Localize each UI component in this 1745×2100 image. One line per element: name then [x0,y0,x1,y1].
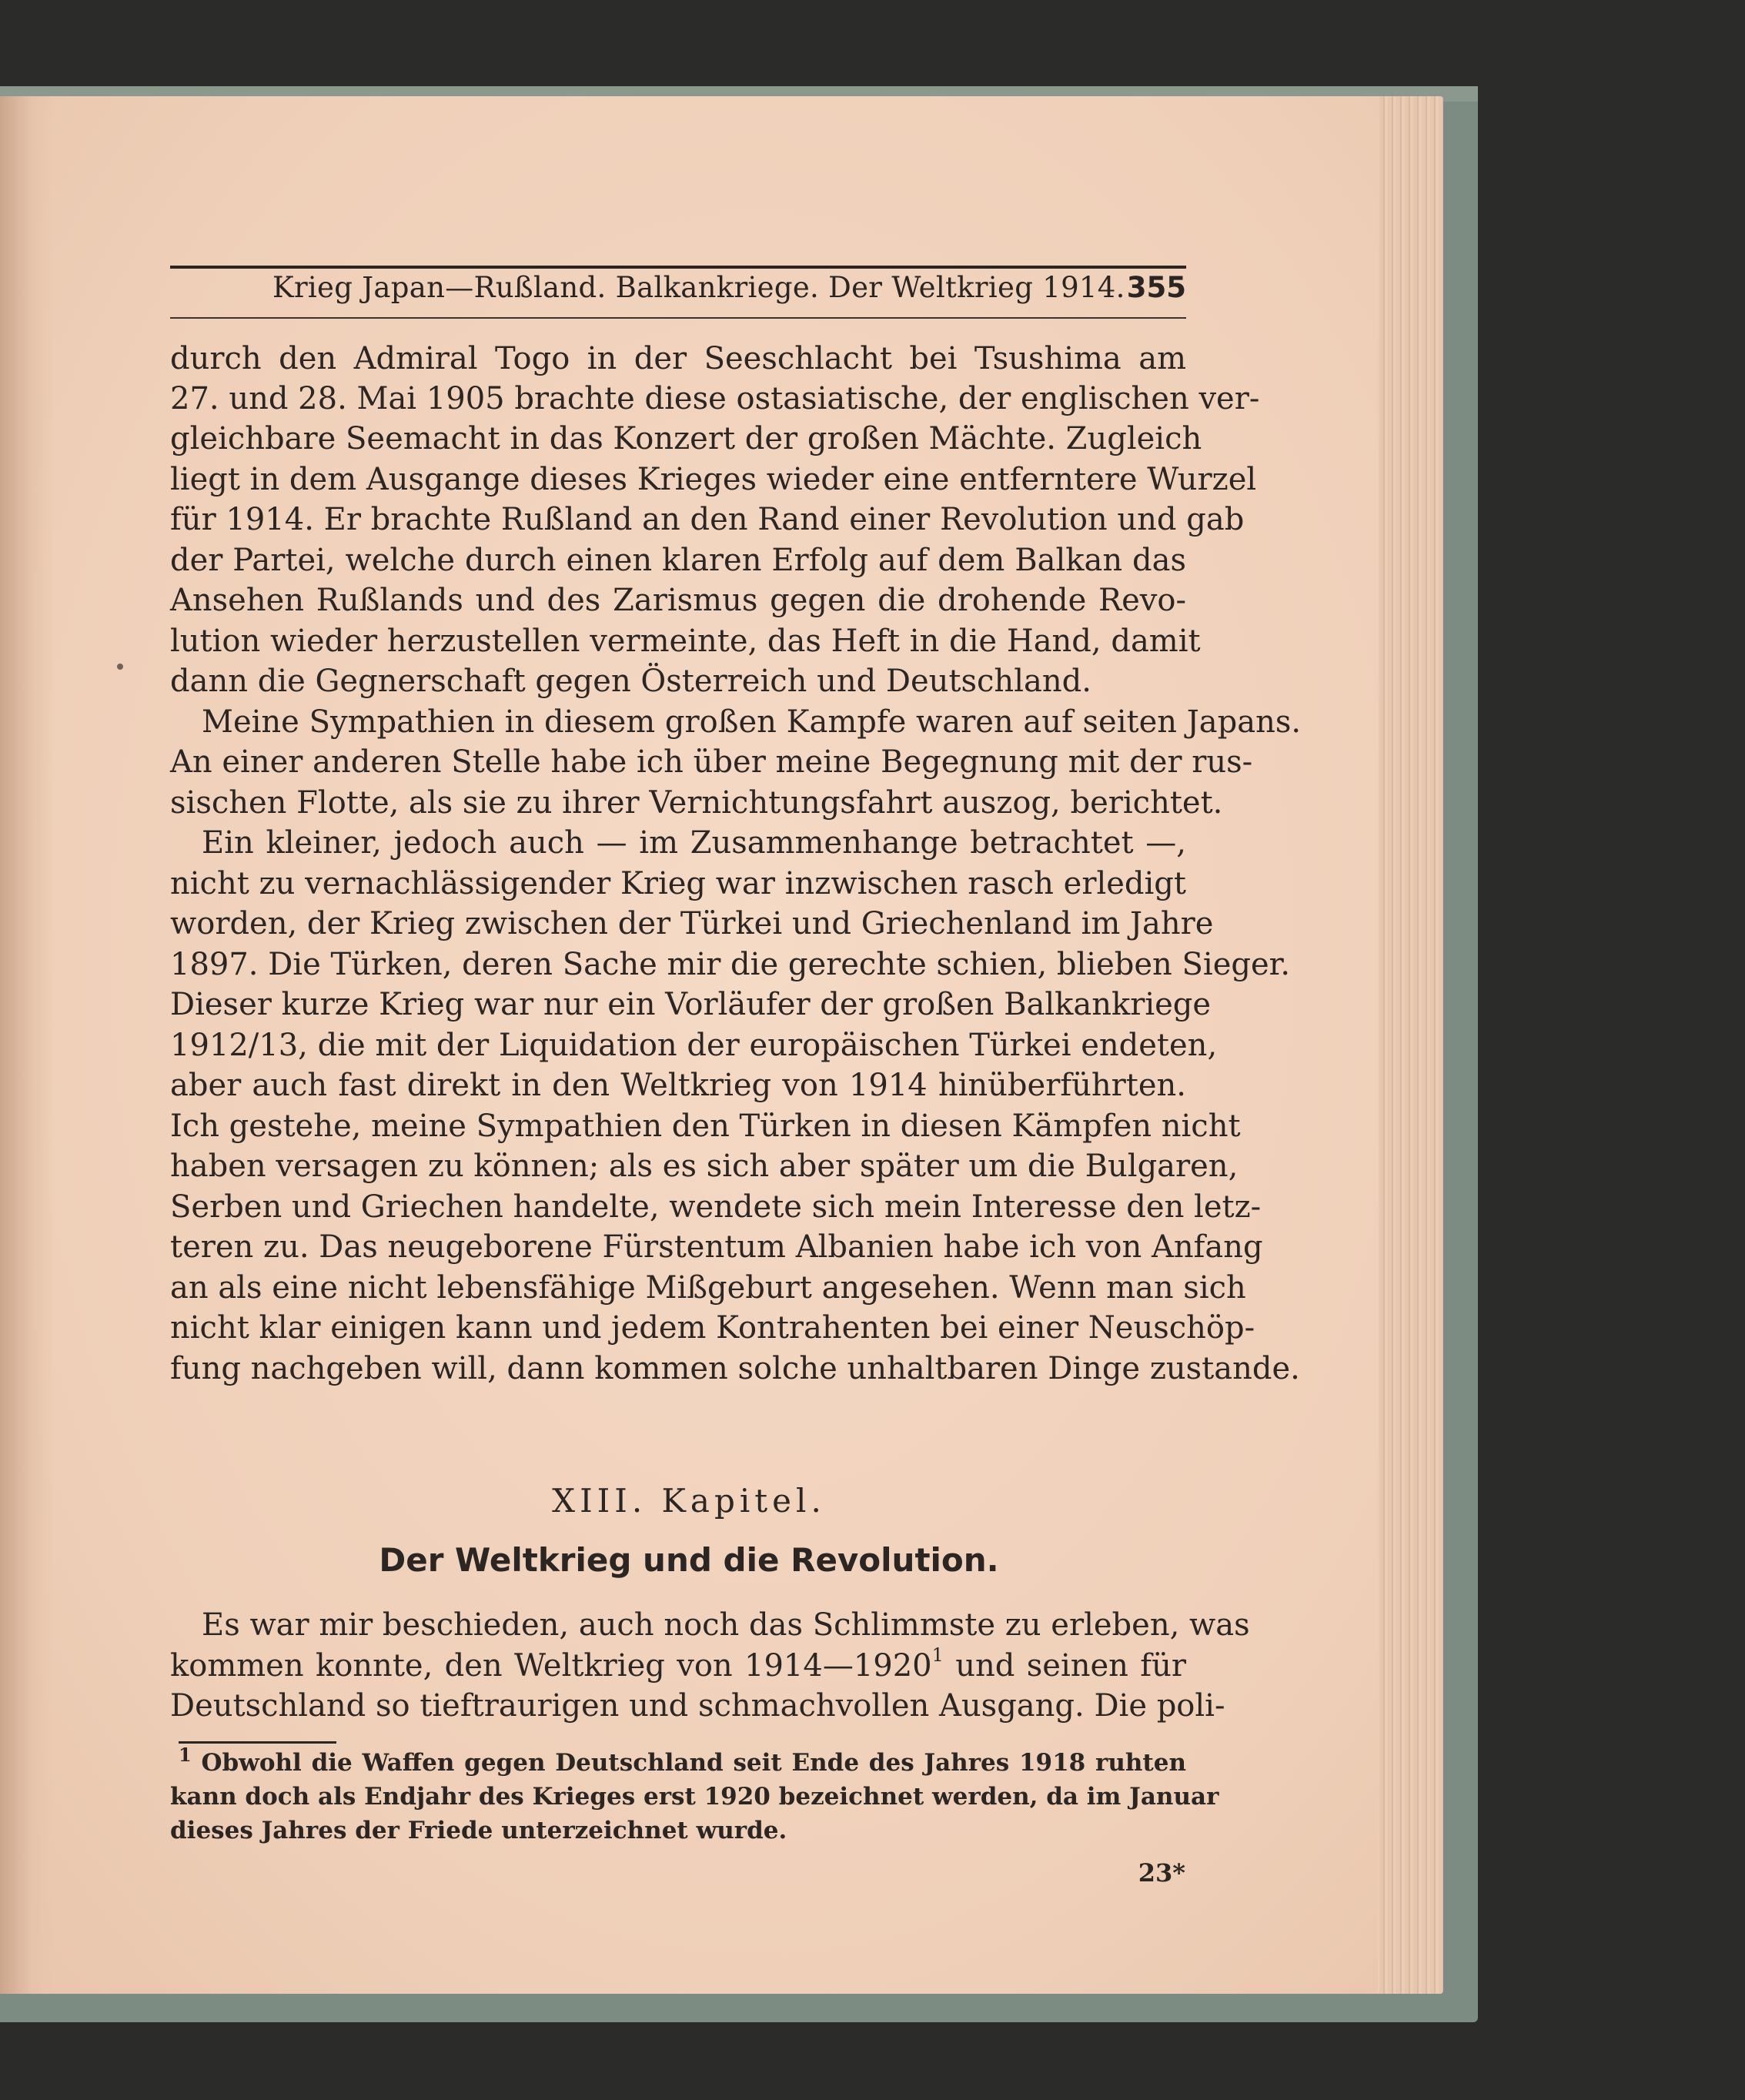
footnote-line [179,1746,1186,1780]
footnote-rule [179,1741,336,1744]
body-line: 27. und 28. Mai 1905 brachte diese ostasiatische, der englischen ver- [170,381,1260,416]
body-line: lution wieder herzustellen vermeinte, das Heft in die Hand, damit [170,624,1201,659]
body-line: dann die Gegnerschaft gegen Österreich und Deutschland. [170,664,1091,699]
body-line: worden, der Krieg zwischen der Türkei und Griechenland im Jahre [170,906,1214,941]
body-line: nicht zu vernachlässigender Krieg war inzwischen rasch erledigt [170,866,1186,901]
signature-mark: 23* [1138,1858,1185,1888]
chapter-number: XIII. Kapitel. [552,1482,826,1520]
body-line: haben versagen zu können; als es sich aber später um die Bulgaren, [170,1149,1239,1184]
body-line: aber auch fast direkt in den Weltkrieg von 1914 hinüberführten. [170,1068,1186,1103]
footnote-reference[interactable]: 1 [931,1644,944,1666]
gutter-shadow [0,96,54,1994]
body-line: An einer anderen Stelle habe ich über meine Begegnung mit der rus- [170,744,1253,780]
chapter-title: Der Weltkrieg und die Revolution. [379,1541,999,1579]
footnote-line: dieses Jahres der Friede unterzeichnet wurde. [170,1817,787,1844]
body-line: teren zu. Das neugeborene Fürstentum Albanien habe ich von Anfang [170,1229,1263,1265]
body-line: sischen Flotte, als sie zu ihrer Vernichtungsfahrt auszog, berichtet. [170,785,1223,821]
header-underline [170,317,1186,319]
body-line: der Partei, welche durch einen klaren Erfolg auf dem Balkan das [170,543,1186,578]
margin-mark [117,664,123,670]
body-line: durch den Admiral Togo in der Seeschlacht bei Tsushima am [170,341,1186,376]
footnote-text: Obwohl die Waffen gegen Deutschland seit Ende des Jahres 1918 ruhten [191,1749,1186,1777]
chapter-body-text: und seinen für [943,1648,1186,1684]
body-line: 1912/13, die mit der Liquidation der europäischen Türkei endeten, [170,1028,1218,1063]
body-line: 1897. Die Türken, deren Sache mir die gerechte schien, blieben Sieger. [170,947,1291,982]
header-rule [170,266,1186,269]
body-line: Dieser kurze Krieg war nur ein Vorläufer der großen Balkankriege [170,987,1212,1022]
body-line: Serben und Griechen handelte, wendete sich mein Interesse den letz- [170,1189,1262,1225]
body-line: an als eine nicht lebensfähige Mißgeburt angesehen. Wenn man sich [170,1270,1246,1306]
running-head [170,271,1186,309]
body-line: Ein kleiner, jedoch auch — im Zusammenhange betrachtet —, [202,825,1186,861]
body-line: Ich gestehe, meine Sympathien den Türken in diesen Kämpfen nicht [170,1109,1241,1144]
chapter-body-line: Es war mir beschieden, auch noch das Schlimmste zu erleben, was [202,1607,1250,1643]
page-number: 355 [1126,271,1186,304]
chapter-body-line [170,1646,1186,1686]
chapter-body-text: kommen konnte, den Weltkrieg von 1914—1920 [170,1648,932,1684]
body-line: für 1914. Er brachte Rußland an den Rand einer Revolution und gab [170,502,1245,537]
footnote-marker: 1 [179,1744,192,1766]
footnote-line: kann doch als Endjahr des Krieges erst 1920 bezeichnet werden, da im Januar [170,1783,1219,1811]
body-line: Ansehen Rußlands und des Zarismus gegen die drohende Revo- [170,583,1186,618]
body-line: gleichbare Seemacht in das Konzert der großen Mächte. Zugleich [170,421,1202,456]
chapter-body-line: Deutschland so tieftraurigen und schmachvollen Ausgang. Die poli- [170,1688,1225,1724]
body-line: nicht klar einigen kann und jedem Kontrahenten bei einer Neuschöp- [170,1310,1255,1346]
body-line: liegt in dem Ausgange dieses Krieges wieder eine entferntere Wurzel [170,462,1257,497]
running-head-title: Krieg Japan—Rußland. Balkankriege. Der Weltkrieg 1914. [272,271,1125,304]
body-line: Meine Sympathien in diesem großen Kampfe waren auf seiten Japans. [202,704,1302,740]
body-line: fung nachgeben will, dann kommen solche unhaltbaren Dinge zustande. [170,1351,1300,1386]
